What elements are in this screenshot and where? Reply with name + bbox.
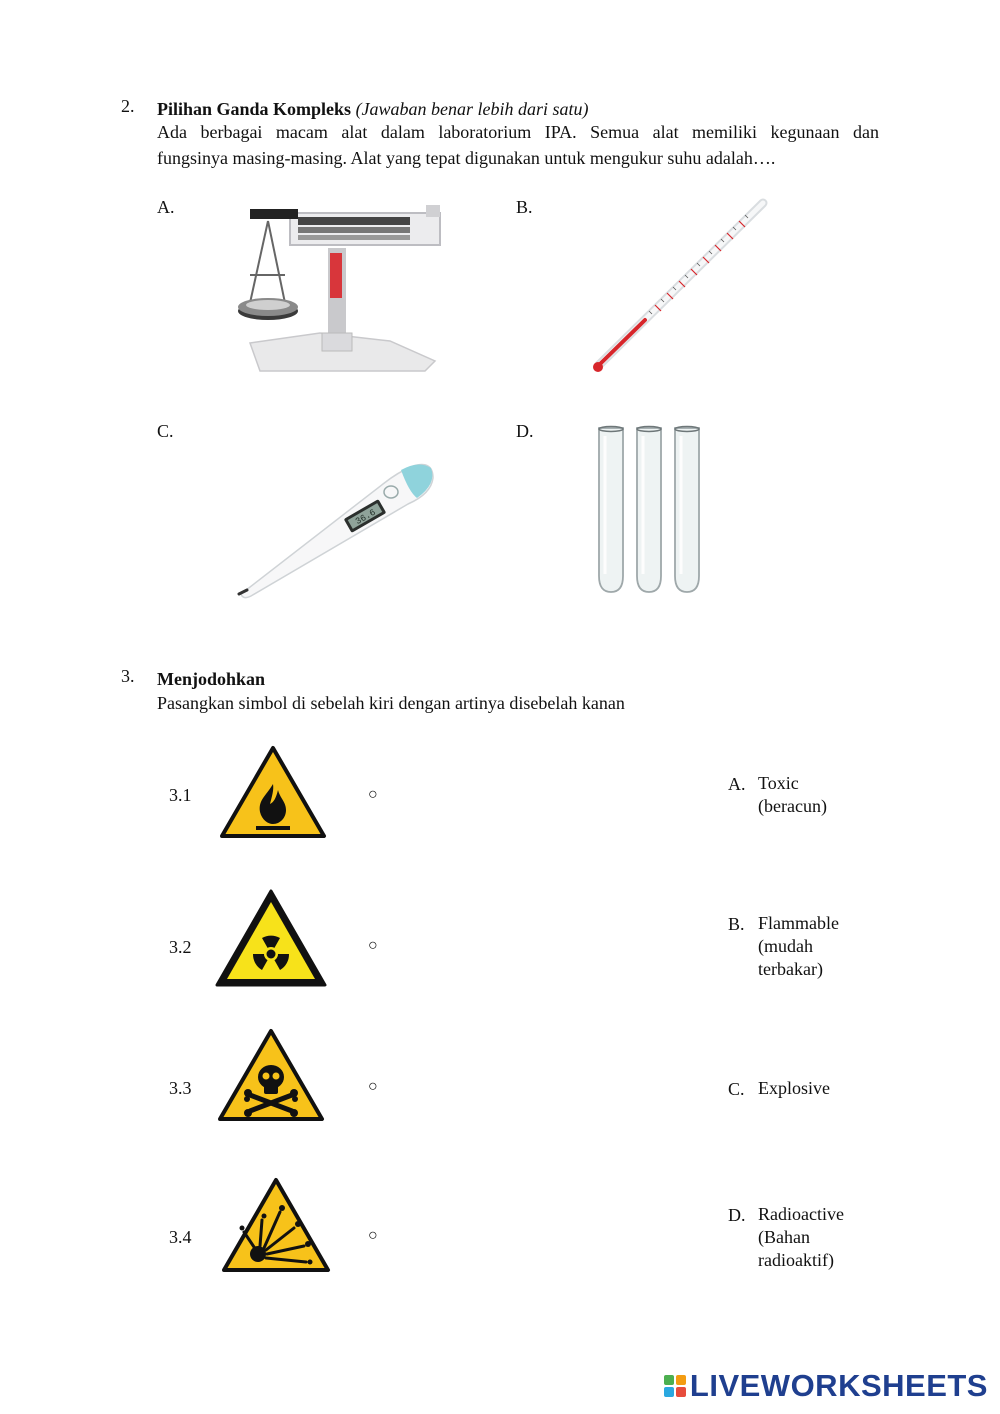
radioactive-icon bbox=[214, 888, 328, 990]
option-b-letter[interactable]: B. bbox=[516, 197, 533, 217]
option-c-letter[interactable]: C. bbox=[157, 421, 174, 441]
answer-b-line: Flammable bbox=[758, 913, 839, 933]
q2-title: Pilihan Ganda Kompleks bbox=[157, 99, 352, 119]
option-a-letter[interactable]: A. bbox=[157, 197, 175, 217]
thermometer-display-text: 36.6 bbox=[353, 507, 378, 528]
item-3-2-label: 3.2 bbox=[169, 937, 192, 957]
digital-thermometer-image[interactable] bbox=[233, 456, 438, 601]
answer-c-letter[interactable]: C. bbox=[728, 1079, 745, 1099]
match-marker-3-2[interactable]: ○ bbox=[368, 937, 378, 954]
explosive-icon bbox=[220, 1176, 332, 1276]
q2-number: 2. bbox=[121, 96, 135, 116]
test-tubes-image[interactable] bbox=[595, 424, 703, 596]
triple-beam-balance-image[interactable] bbox=[230, 193, 450, 373]
answer-d-letter[interactable]: D. bbox=[728, 1205, 746, 1225]
answer-b-line: (mudah bbox=[758, 936, 813, 956]
answer-d-line: radioaktif) bbox=[758, 1250, 834, 1270]
q2-subtitle: (Jawaban benar lebih dari satu) bbox=[355, 99, 589, 119]
answer-c-text[interactable] bbox=[758, 1077, 830, 1100]
option-d-letter[interactable]: D. bbox=[516, 421, 534, 441]
q3-instruction: Pasangkan simbol di sebelah kiri dengan artinya disebelah kanan bbox=[157, 693, 625, 713]
item-3-3-label: 3.3 bbox=[169, 1078, 192, 1098]
answer-a-line: (beracun) bbox=[758, 796, 827, 816]
answer-b-line: terbakar) bbox=[758, 959, 823, 979]
answer-c-line: Explosive bbox=[758, 1078, 830, 1098]
answer-d-line: Radioactive bbox=[758, 1204, 844, 1224]
match-marker-3-4[interactable]: ○ bbox=[368, 1227, 378, 1244]
answer-b-letter[interactable]: B. bbox=[728, 914, 745, 934]
q2-text-line2: fungsinya masing-masing. Alat yang tepat digunakan untuk mengukur suhu adalah…. bbox=[157, 148, 776, 168]
item-3-4-label: 3.4 bbox=[169, 1227, 192, 1247]
match-marker-3-3[interactable]: ○ bbox=[368, 1078, 378, 1095]
answer-d-line: (Bahan bbox=[758, 1227, 810, 1247]
logo-blocks-icon bbox=[664, 1375, 686, 1397]
answer-a-line: Toxic bbox=[758, 773, 799, 793]
answer-a-text[interactable] bbox=[758, 772, 827, 818]
logo-text: LIVEWORKSHEETS bbox=[689, 1368, 988, 1403]
liveworksheets-logo bbox=[664, 1368, 988, 1404]
answer-d-text[interactable] bbox=[758, 1203, 844, 1272]
q3-title bbox=[157, 666, 265, 692]
match-marker-3-1[interactable]: ○ bbox=[368, 786, 378, 803]
q3-title-text: Menjodohkan bbox=[157, 669, 266, 689]
item-3-1-label: 3.1 bbox=[169, 785, 192, 805]
q2-text-line1: Ada berbagai macam alat dalam laboratorium IPA. Semua alat memiliki kegunaan dan bbox=[157, 122, 879, 142]
glass-thermometer-image[interactable] bbox=[585, 197, 775, 377]
q3-number: 3. bbox=[121, 666, 135, 686]
answer-b-text[interactable] bbox=[758, 912, 839, 981]
flammable-icon bbox=[218, 744, 328, 842]
toxic-icon bbox=[216, 1027, 326, 1125]
answer-a-letter[interactable]: A. bbox=[728, 774, 746, 794]
